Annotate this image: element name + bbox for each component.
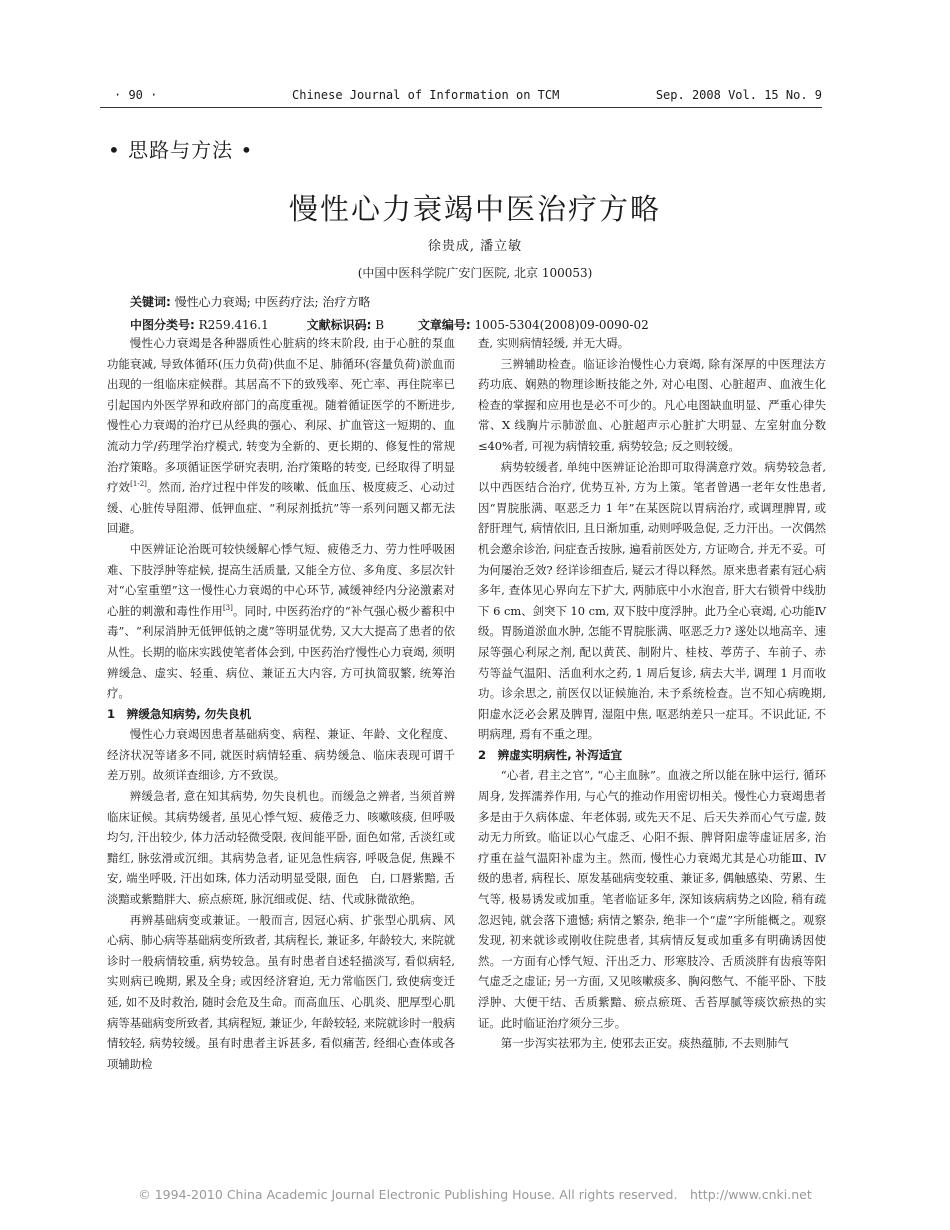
paragraph: 辨缓急者, 意在知其病势, 勿失良机也。而缓急之辨者, 当须首辨临床证候。其病势缓者, 虽见心悸气短、疲倦乏力、咳嗽咳痰, 但呼吸均匀, 汗出较少, 体力活动轻微受限, 夜间能平卧, 面色如常, 舌淡红或黯红, 脉弦滑或沉细。其病势急者, 证见急性病容, 呼吸急促, 焦躁不安, 端坐呼吸, 汗出如珠, 体力活动明显受限, 面色 白, 口唇紫黯, 舌淡黯或紫黯胖大、瘀点瘀斑, 脉沉细或促、结、代或脉微欲绝。 — [107, 789, 455, 907]
article-number-label: 文章编号: — [417, 318, 471, 332]
article-number-value: 1005-5304(2008)09-0090-02 — [474, 318, 649, 332]
paragraph: “心者, 君主之官”, “心主血脉”。血液之所以能在脉中运行, 循环周身, 发挥濡养作用, 与心气的推动作用密切相关。慢性心力衰竭患者多是由于久病体虚、年老体弱, 或先天不足、后天失养而心气亏虚, 鼓动无力所致。临证以心气虚乏、心阳不振、脾肾阳虚等虚证居多, 治疗重在益气温阳补虚为主。然而, 慢性心力衰竭尤其是心功能Ⅲ、Ⅳ级的患者, 病程长、原发基础病变较重、兼证多, 偶触感染、劳累、生气等, 极易诱发或加重。笔者临证多年, 深知该病病势之凶险, 稍有疏忽迟钝, 就会落下遗憾; 病情之繁杂, 绝非一个“虚”字所能概之。观察发现, 初来就诊或刚收住院患者, 其病情反复或加重多有明确诱因使然。一方面有心悸气短、汗出乏力、形寒肢冷、舌质淡胖有齿痕等阳气虚乏之虚证; 另一方面, 又见咳嗽痰多、胸闷憋气、不能平卧、下肢浮肿、大便干结、舌质紫黯、瘀点瘀斑、舌苔厚腻等痰饮瘀热的实证。此时临证治疗须分三步。 — [478, 768, 826, 1030]
keywords-line — [130, 293, 370, 310]
section-heading-2: 2 辨虚实明病性, 补泻适宜 — [478, 747, 623, 762]
doc-code-label: 文献标识码: — [306, 318, 372, 332]
paragraph: 再辨基础病变或兼证。一般而言, 因冠心病、扩张型心肌病、风心病、肺心病等基础病变所致者, 其病程长, 兼证多, 年龄较大, 来院就诊时一般病情较重, 病势较急。虽有时患者自述轻描淡写, 看似病轻, 实则病已晚期, 累及全身; 或因经济窘迫, 无力常临医门, 致使病变迁延, 如不及时救治, 随时会危及生命。而高血压、心肌炎、肥厚型心肌病等基础病变所致者, 其病程短, 兼证少, 年龄较轻, 来院就诊时一般病情较轻, 病势较缓。虽有时患者主诉甚多, 看似痛苦, 经细心查体或各项辅助检 — [107, 912, 455, 1071]
section-tag: • 思路与方法 • — [108, 138, 254, 162]
citation: [1-2] — [130, 480, 147, 489]
keywords-label: 关键词: — [130, 295, 171, 309]
classification-line — [130, 316, 649, 333]
left-column — [107, 333, 455, 1074]
issue-info: Sep. 2008 Vol. 15 No. 9 — [655, 88, 822, 102]
clc-value: R259.416.1 — [198, 318, 269, 332]
paragraph: 三辨辅助检查。临证诊治慢性心力衰竭, 除有深厚的中医理法方药功底、娴熟的物理诊断技能之外, 对心电图、心脏超声、血液生化检查的掌握和应用也是必不可少的。凡心电图缺血明显、严重心律失常、X 线胸片示肺淤血、心脏超声示心脏扩大明显、左室射血分数≤40%者, 可视为病情较重, 病势较急; 反之则较缓。 — [478, 356, 826, 453]
article-title: 慢性心力衰竭中医治疗方略 — [288, 192, 661, 226]
authors: 徐贵成, 潘立敏 — [427, 239, 523, 254]
affiliation: (中国中医科学院广安门医院, 北京 100053) — [357, 266, 593, 280]
right-column — [478, 333, 826, 1054]
section-heading-1: 1 辨缓急知病势, 勿失良机 — [107, 706, 252, 721]
paragraph: 慢性心力衰竭因患者基础病变、病程、兼证、年龄、文化程度、经济状况等诸多不同, 就医时病情轻重、病势缓急、临床表现可谓千差万别。故须详查细诊, 方不致误。 — [107, 727, 455, 783]
clc-label: 中图分类号: — [130, 318, 195, 332]
header-rule — [100, 107, 822, 108]
paragraph: 中医辨证论治既可较快缓解心悸气短、疲倦乏力、劳力性呼吸困难、下肢浮肿等症候, 提高生活质量, 又能全方位、多角度、多层次针对“心室重塑”这一慢性心力衰竭的中心环节, 减缓神经内分泌激素对心脏的刺激和毒性作用[3]。同时, 中医药治疗的“补气强心极少蓄积中毒”、“利尿消肿无低钾低钠之虞”等明显优势, 又大大提高了患者的依从性。长期的临床实践使笔者体会到, 中医药治疗慢性心力衰竭, 须明辨缓急、虚实、轻重、病位、兼证五大内容, 方可执简驭繁, 统筹治疗。 — [107, 541, 455, 701]
citation: [3] — [222, 603, 233, 612]
doc-code-value: B — [375, 318, 385, 332]
paragraph: 病势较缓者, 单纯中医辨证论治即可取得满意疗效。病势较急者, 以中西医结合治疗, 优势互补, 方为上策。笔者曾遇一老年女性患者, 因“胃脘胀满、呕恶乏力 1 年”在某医院以胃病治疗, 或调理脾胃, 或舒肝理气, 病情依旧, 且日渐加重, 动则呼吸急促, 乏力汗出。一次偶然机会邀余诊治, 问症查舌按脉, 遍看前医处方, 方证吻合, 并无不妥。可为何屡治乏效? 经详诊细查后, 疑云才得以释然。原来患者素有冠心病多年, 查体见心界向左下扩大, 两肺底中小水泡音, 肝大右锁骨中线肋下 6 cm、剑突下 10 cm, 双下肢中度浮肿。此乃全心衰竭, 心功能Ⅳ级。胃肠道淤血水肿, 怎能不胃脘胀满、呕恶乏力? 遂处以地高辛、速尿等强心利尿之剂, 配以黄芪、制附片、桂枝、葶苈子、车前子、赤芍等益气温阳、活血利水之药, 1 周后复诊, 病去大半, 调理 1 月而收功。诊余思之, 前医仅以证候施治, 未予系统检查。岂不知心病晚期, 阳虚水泛必会累及脾胃, 湿阻中焦, 呕恶纳差只一症耳。不识此证, 不明病理, 焉有不重之理。 — [478, 459, 826, 742]
running-header — [100, 88, 822, 104]
page-number: · 90 · — [114, 88, 158, 102]
journal-name: Chinese Journal of Information on TCM — [292, 88, 560, 102]
copyright-footer: © 1994-2010 China Academic Journal Electronic Publishing House. All rights reserved. http://www.cnki.net — [138, 1187, 812, 1202]
paragraph: 第一步泻实祛邪为主, 使邪去正安。痰热蕴肺, 不去则肺气 — [500, 1036, 789, 1051]
keywords-value: 慢性心力衰竭; 中医药疗法; 治疗方略 — [174, 295, 371, 309]
paragraph: 慢性心力衰竭是各种器质性心脏病的终末阶段, 由于心脏的泵血功能衰减, 导致体循环(压力负荷)供血不足、肺循环(容量负荷)淤血而出现的一组临床症候群。其居高不下的致残率、死亡率、再住院率已引起国内外医学界和政府部门的高度重视。随着循证医学的不断进步, 慢性心力衰竭的治疗已从经典的强心、利尿、扩血管这一短期的、血流动力学/药理学治疗模式, 转变为全新的、更长期的、修复性的常规治疗策略。多项循证医学研究表明, 治疗策略的转变, 已经取得了明显疗效[1-2]。然而, 治疗过程中伴发的咳嗽、低血压、极度疲乏、心动过缓、心脏传导阻滞、低钾血症、“利尿剂抵抗”等一系列问题又都无法回避。 — [107, 336, 455, 536]
paragraph: 查, 实则病情轻缓, 并无大碍。 — [478, 336, 630, 350]
